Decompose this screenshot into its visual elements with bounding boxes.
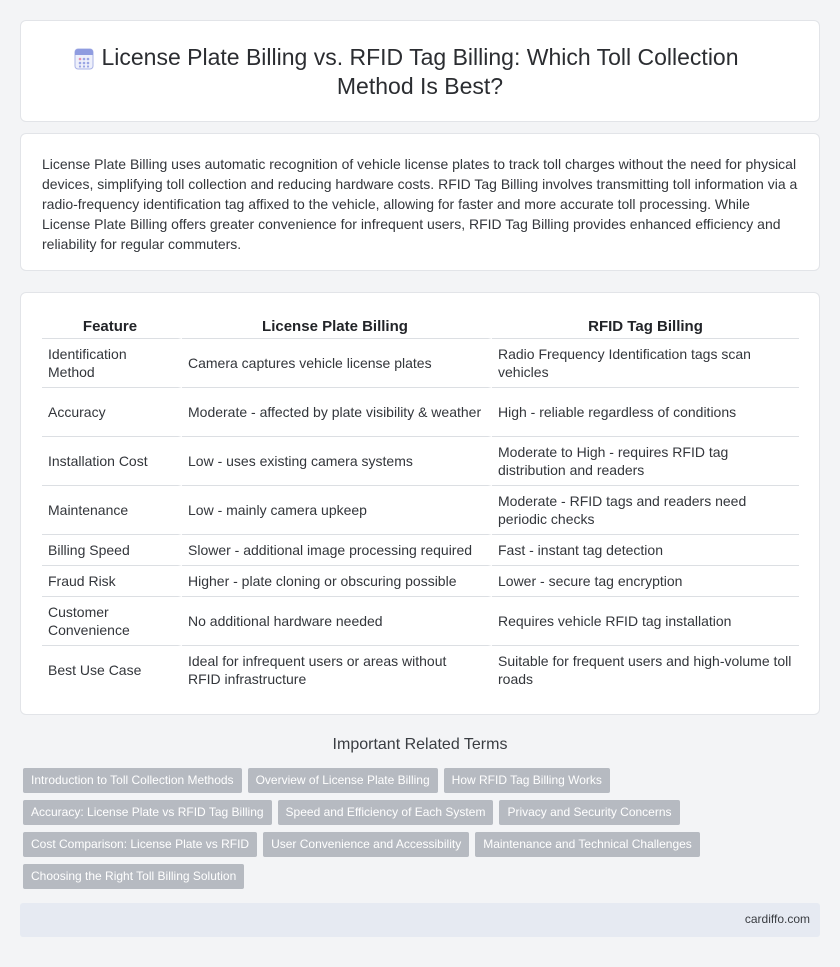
related-tag[interactable]: Choosing the Right Toll Billing Solution [23, 864, 244, 889]
rfid-cell: Moderate - RFID tags and readers need periodic checks [492, 485, 799, 534]
related-tag[interactable]: User Convenience and Accessibility [263, 832, 469, 857]
page-title: License Plate Billing vs. RFID Tag Billing: Which Toll Collection Method Is Best? [101, 44, 739, 99]
footer [20, 903, 820, 937]
tag-row [23, 864, 813, 889]
related-tag[interactable]: Cost Comparison: License Plate vs RFID [23, 832, 257, 857]
plate-cell: No additional hardware needed [182, 596, 492, 645]
tag-row [23, 768, 813, 793]
related-tag[interactable]: Maintenance and Technical Challenges [475, 832, 700, 857]
header-feature: Feature [42, 316, 182, 338]
tag-row [23, 800, 813, 825]
plate-cell: Ideal for infrequent users or areas without RFID infrastructure [182, 645, 492, 694]
related-tag[interactable]: How RFID Tag Billing Works [444, 768, 610, 793]
header-rfid: RFID Tag Billing [588, 318, 703, 335]
table-header-row [42, 316, 799, 338]
related-tag[interactable]: Privacy and Security Concerns [499, 800, 679, 825]
rfid-cell: Requires vehicle RFID tag installation [492, 596, 799, 645]
comparison-table [42, 316, 799, 694]
plate-cell: Low - mainly camera upkeep [182, 485, 492, 534]
feature-cell: Fraud Risk [42, 565, 182, 596]
table-row [42, 338, 799, 387]
feature-cell: Identification Method [42, 338, 182, 387]
plate-cell: Camera captures vehicle license plates [182, 338, 492, 387]
intro-card [20, 133, 820, 271]
table-row [42, 485, 799, 534]
header [21, 43, 819, 101]
feature-cell: Maintenance [42, 485, 182, 534]
related-terms-title: Important Related Terms [332, 736, 508, 753]
plate-cell: Moderate - affected by plate visibility & weather [182, 387, 492, 436]
intro-paragraph: License Plate Billing uses automatic recognition of vehicle license plates to track toll charges without the need for physical devices, simplifying toll collection and reducing hardware costs. RFID Tag Billing involves transmitting toll information via a radio-frequency identification tag affixed to the vehicle, allowing for faster and more accurate toll processing. While License Plate Billing offers greater convenience for infrequent users, RFID Tag Billing provides enhanced efficiency and reliability for regular commuters. [42, 156, 798, 252]
rfid-cell: Suitable for frequent users and high-volume toll roads [492, 645, 799, 694]
header-card [20, 20, 820, 122]
feature-cell: Installation Cost [42, 436, 182, 485]
header-license-plate: License Plate Billing [182, 316, 492, 338]
feature-cell: Billing Speed [42, 534, 182, 565]
rfid-cell: Radio Frequency Identification tags scan vehicles [492, 338, 799, 387]
table-row [42, 436, 799, 485]
rfid-cell: Fast - instant tag detection [492, 534, 799, 565]
rfid-cell: Moderate to High - requires RFID tag distribution and readers [492, 436, 799, 485]
table-row [42, 645, 799, 694]
plate-cell: Slower - additional image processing required [182, 534, 492, 565]
plate-cell: Higher - plate cloning or obscuring possible [182, 565, 492, 596]
related-tag[interactable]: Accuracy: License Plate vs RFID Tag Billing [23, 800, 272, 825]
feature-cell: Accuracy [42, 387, 182, 436]
rfid-cell: Lower - secure tag encryption [492, 565, 799, 596]
comparison-card [20, 292, 820, 715]
table-row [42, 565, 799, 596]
related-tag[interactable]: Introduction to Toll Collection Methods [23, 768, 242, 793]
tag-row [23, 832, 813, 857]
footer-site-link[interactable]: cardiffo.com [744, 912, 810, 926]
feature-cell: Best Use Case [42, 645, 182, 694]
table-row [42, 596, 799, 645]
table-row [42, 534, 799, 565]
plate-cell: Low - uses existing camera systems [182, 436, 492, 485]
related-tags [23, 768, 813, 896]
table-row [42, 387, 799, 436]
feature-cell: Customer Convenience [42, 596, 182, 645]
related-tag[interactable]: Overview of License Plate Billing [248, 768, 438, 793]
related-tag[interactable]: Speed and Efficiency of Each System [278, 800, 494, 825]
rfid-cell: High - reliable regardless of conditions [492, 387, 799, 436]
